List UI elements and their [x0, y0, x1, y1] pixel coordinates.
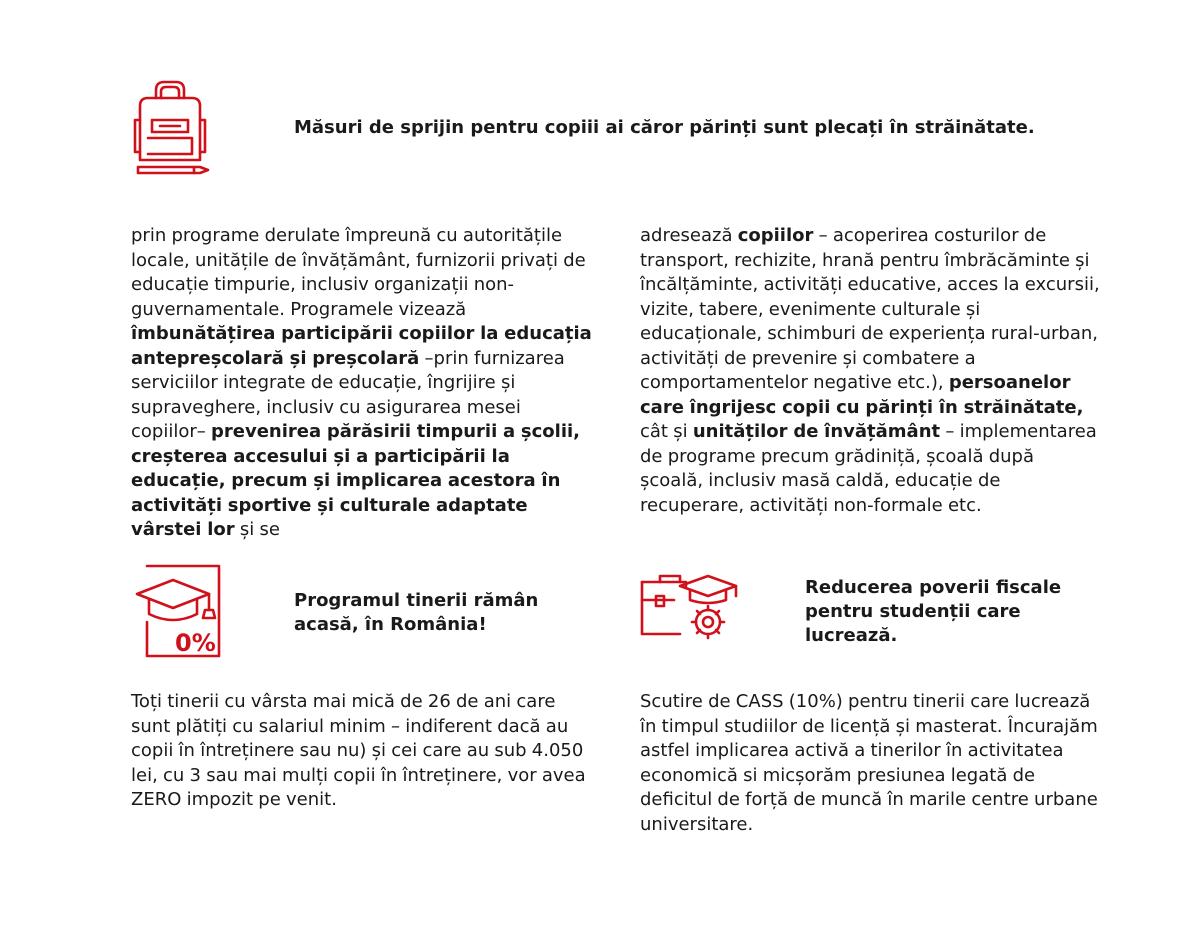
- section2-body: Toți tinerii cu vârsta mai mică de 26 de ani care sunt plătiți cu salariul minim – indiferent dacă au copii în întreținere sau nu) și cei care au sub 4.050 lei, cu 3 sau mai mulți copii în întreținere, vor avea ZERO impozit pe venit.: [131, 691, 586, 810]
- backpack-pencil-icon: [128, 78, 214, 176]
- section1-title: Măsuri de sprijin pentru copiii ai căror părinți sunt plecați în străinătate.: [294, 117, 1035, 138]
- zero-percent-badge: 0%: [175, 629, 216, 657]
- briefcase-graduation-gear-icon: [640, 572, 740, 642]
- section3-title: Reducerea poverii fiscale pentru studenții care lucrează.: [805, 577, 1062, 646]
- section3-body: Scutire de CASS (10%) pentru tinerii care lucrează în timpul studiilor de licență și masterat. Încurajăm astfel implicarea activă a tinerilor în activitatea economică si micșorăm presiunea legată de deficitul de forță de muncă în marile centre urbane universitare.: [640, 691, 1098, 835]
- graduation-cap-zero-percent-icon: [131, 562, 223, 660]
- section2-title: Programul tinerii rămân acasă, în România!: [294, 590, 539, 635]
- section1-column1-text: prin programe derulate împreună cu autoritățile locale, unitățile de învățământ, furnizorii privați de educație timpurie, inclusiv organizații non-guvernamentale. Programele vizează îmbunătățirea participării copiilor la educația antepreșcolară și preșcolară –prin furnizarea serviciilor integrate de educație, îngrijire și supraveghere, inclusiv cu asigurarea mesei copiilor– prevenirea părăsirii timpurii a școlii, creșterea accesului și a participării la educație, precum și implicarea acestora în activități sportive și culturale adaptate vârstei lor și se: [131, 225, 592, 540]
- section1-column2-text: adresează copiilor – acoperirea costurilor de transport, rechizite, hrană pentru îmbrăcăminte și încălțăminte, activități educative, acces la excursii, vizite, tabere, evenimente culturale și educaționale, schimburi de experiența rural-urban, activități de prevenire și combatere a comportamentelor negative etc.), persoanelor care îngrijesc copii cu părinți în străinătate, cât și unităților de învățământ – implementarea de programe precum grădiniță, școală după școală, inclusiv masă caldă, educație de recuperare, activități non-formale etc.: [640, 225, 1100, 516]
